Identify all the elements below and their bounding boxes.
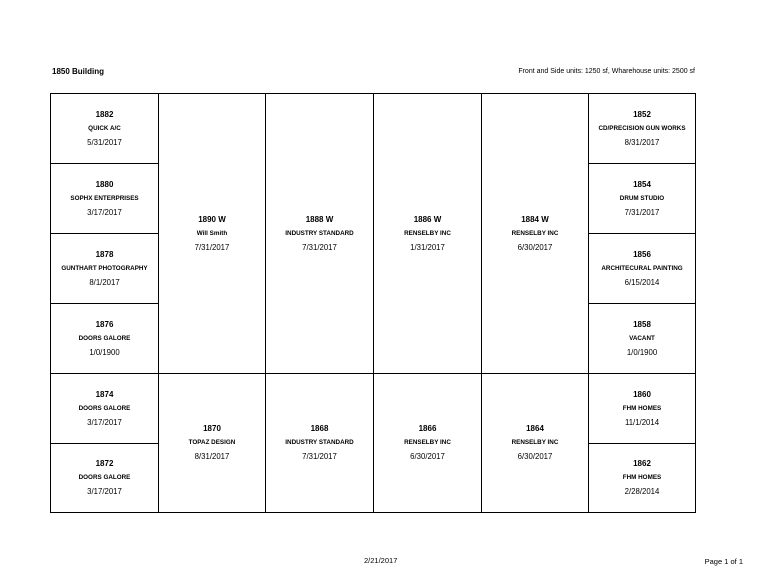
unit-number: 1874 [95,389,114,399]
tenant-name: DOORS GALORE [78,474,131,481]
building-floor-plan [50,93,696,513]
unit-number: 1852 [633,109,651,119]
unit-cell [589,374,695,444]
unit-number: 1856 [633,249,651,259]
lease-date: 7/31/2017 [302,242,337,252]
lease-date: 1/31/2017 [410,242,445,252]
unit-number: 1866 [418,424,437,433]
lease-date: 1/0/1900 [626,347,658,357]
unit-number: 1864 [526,424,544,433]
lease-date: 8/31/2017 [624,137,660,147]
lease-date: 3/17/2017 [87,207,122,217]
unit-cell [482,374,588,512]
lease-date: 7/31/2017 [302,452,337,461]
unit-number: 1854 [633,179,651,189]
page-title: 1850 Building [52,67,105,76]
unit-number: 1890 W [198,214,226,224]
lease-date: 6/15/2014 [624,277,660,287]
unit-number: 1888 W [305,214,334,224]
unit-number: 1860 [633,389,651,399]
lease-date: 11/1/2014 [624,417,660,427]
lease-date: 3/17/2017 [87,417,122,427]
unit-cell [266,374,373,512]
unit-cell [589,304,695,374]
tenant-name: DOORS GALORE [78,404,131,412]
unit-cell [589,234,695,304]
unit-number: 1882 [95,109,114,119]
lease-date: 6/30/2017 [517,452,553,461]
tenant-name: RENSELBY INC [511,229,559,237]
unit-cell [589,444,695,512]
unit-number: 1886 W [413,214,442,224]
lease-date: 7/31/2017 [194,242,230,252]
tenant-name: RENSELBY INC [404,229,451,237]
center-unit-column [482,94,589,512]
center-unit-column [159,94,266,512]
tenant-name: QUICK A/C [88,124,121,132]
unit-cell [51,164,158,234]
tenant-name: RENSELBY INC [511,439,559,446]
tenant-name: INDUSTRY STANDARD [285,229,354,237]
tenant-name: INDUSTRY STANDARD [285,439,354,446]
tenant-name: SOPHX ENTERPRISES [70,194,139,202]
unit-cell [374,94,481,374]
tenant-name: RENSELBY INC [404,439,451,446]
unit-cell [266,94,373,374]
unit-size-note: Front and Side units: 1250 sf, Wharehouse units: 2500 sf [518,68,695,75]
right-unit-column [589,94,695,512]
unit-cell [589,94,695,164]
tenant-name: VACANT [629,334,655,342]
unit-cell [159,94,265,374]
tenant-name: Will Smith [196,229,228,237]
tenant-name: GUNTHART PHOTOGRAPHY [61,264,148,272]
unit-number: 1878 [95,249,114,259]
tenant-name: FHM HOMES [622,474,662,481]
unit-cell [51,234,158,304]
center-unit-column [374,94,482,512]
lease-date: 3/17/2017 [87,487,122,496]
unit-cell [51,94,158,164]
page-number: Page 1 of 1 [704,557,743,566]
unit-number: 1862 [633,459,651,468]
unit-cell [159,374,265,512]
tenant-name: CD/PRECISION GUN WORKS [598,124,686,132]
tenant-name: ARCHITECURAL PAINTING [601,264,683,272]
unit-cell [51,304,158,374]
lease-date: 6/30/2017 [517,242,553,252]
left-unit-column [51,94,159,512]
lease-date: 8/1/2017 [89,277,120,287]
unit-number: 1880 [95,179,114,189]
tenant-name: TOPAZ DESIGN [188,439,236,446]
tenant-name: DRUM STUDIO [619,194,665,202]
unit-number: 1858 [633,319,651,329]
unit-number: 1872 [95,459,114,468]
unit-number: 1870 [203,424,221,433]
lease-date: 6/30/2017 [410,452,445,461]
unit-number: 1884 W [521,214,549,224]
center-unit-column [266,94,374,512]
unit-number: 1876 [95,319,114,329]
unit-cell [51,444,158,512]
lease-date: 5/31/2017 [87,137,122,147]
unit-cell [51,374,158,444]
lease-date: 7/31/2017 [624,207,660,217]
tenant-name: FHM HOMES [622,404,662,412]
lease-date: 2/28/2014 [624,487,660,496]
footer-date: 2/21/2017 [364,556,398,565]
unit-cell [482,94,588,374]
tenant-name: DOORS GALORE [78,334,131,342]
unit-number: 1868 [310,424,329,433]
unit-cell [589,164,695,234]
lease-date: 8/31/2017 [194,452,230,461]
unit-cell [374,374,481,512]
lease-date: 1/0/1900 [89,347,120,357]
